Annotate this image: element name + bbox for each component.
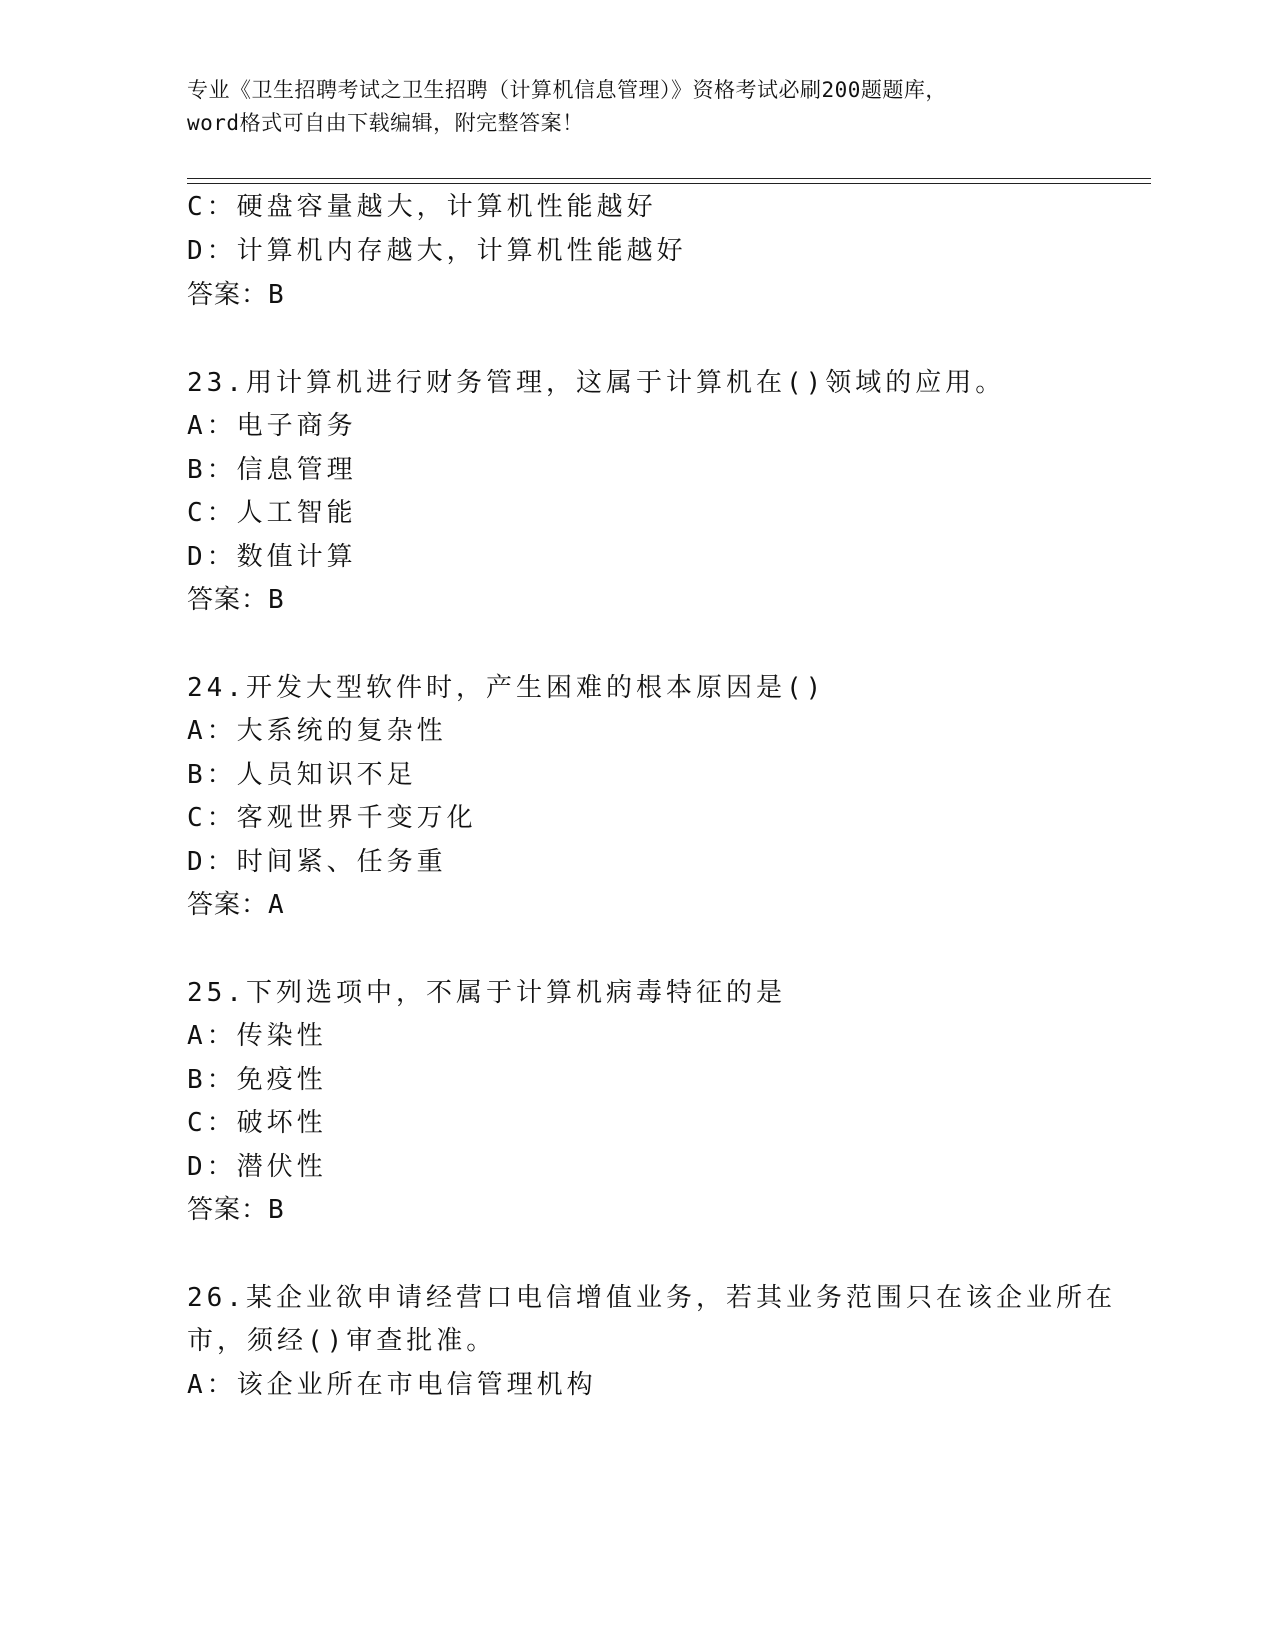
q25-option-a: A：传染性 (187, 1021, 327, 1051)
q23-answer: 答案：B (187, 585, 285, 615)
header-divider-top (187, 178, 1151, 179)
q25-option-c: C：破坏性 (187, 1108, 327, 1138)
q25-option-d: D：潜伏性 (187, 1152, 327, 1182)
question-24: 24.开发大型软件时，产生困难的根本原因是() (187, 673, 826, 703)
q23-option-a: A：电子商务 (187, 411, 357, 441)
q24-option-d: D：时间紧、任务重 (187, 847, 447, 877)
header-divider-bottom (187, 183, 1151, 184)
q24-option-a: A：大系统的复杂性 (187, 716, 447, 746)
q23-option-d: D：数值计算 (187, 542, 357, 572)
q23-option-c: C：人工智能 (187, 498, 357, 528)
header-line-1: 专业《卫生招聘考试之卫生招聘（计算机信息管理）》资格考试必刷200题题库， (187, 78, 947, 102)
prev-option-c: C：硬盘容量越大，计算机性能越好 (187, 192, 657, 222)
prev-answer: 答案：B (187, 280, 285, 310)
page-header (187, 74, 1087, 140)
q24-answer: 答案：A (187, 890, 285, 920)
question-26-line-1: 26.某企业欲申请经营口电信增值业务，若其业务范围只在该企业所在 (187, 1283, 1116, 1313)
header-line-2: word格式可自由下载编辑，附完整答案！ (187, 111, 584, 135)
question-26-line-2: 市，须经()审查批准。 (187, 1326, 497, 1356)
prev-option-d: D：计算机内存越大，计算机性能越好 (187, 236, 687, 266)
question-23: 23.用计算机进行财务管理，这属于计算机在()领域的应用。 (187, 368, 1006, 398)
q25-option-b: B：免疫性 (187, 1065, 327, 1095)
q26-option-a: A：该企业所在市电信管理机构 (187, 1370, 597, 1400)
q25-answer: 答案：B (187, 1195, 285, 1225)
q24-option-c: C：客观世界千变万化 (187, 803, 477, 833)
question-25: 25.下列选项中，不属于计算机病毒特征的是 (187, 978, 786, 1008)
q24-option-b: B：人员知识不足 (187, 760, 417, 790)
q23-option-b: B：信息管理 (187, 455, 357, 485)
